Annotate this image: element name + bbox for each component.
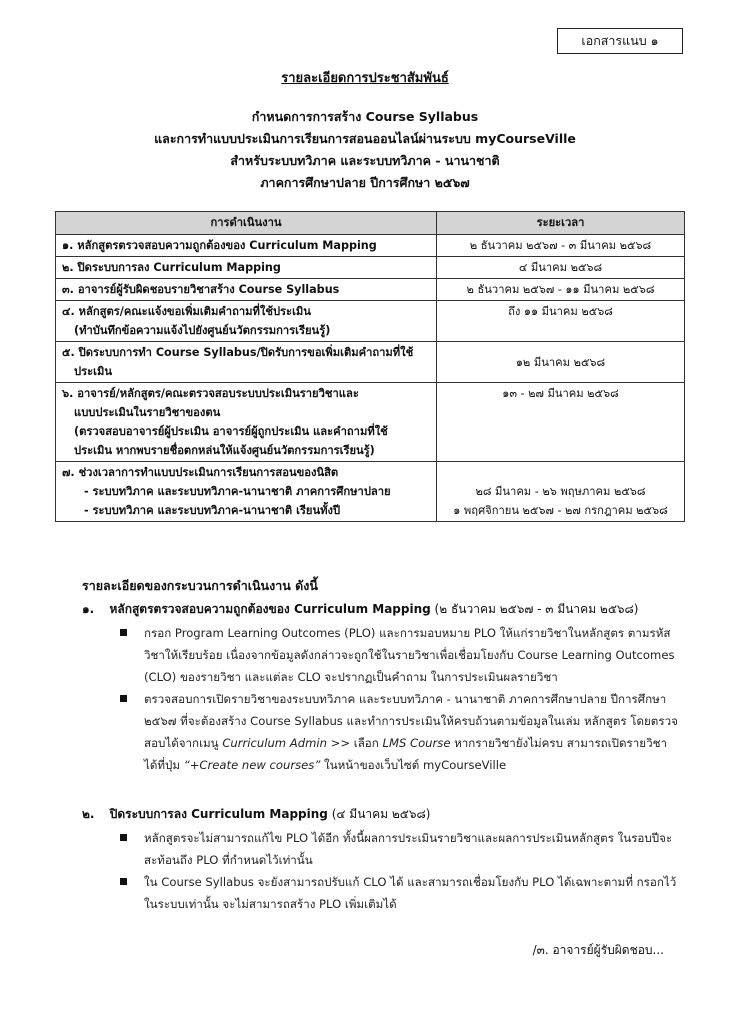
- period-cell: [437, 462, 685, 522]
- table-row: [56, 257, 685, 279]
- row-number: ๗.: [62, 466, 75, 479]
- period-cell: ๔ มีนาคม ๒๕๖๘: [437, 257, 685, 279]
- activity-cell: [56, 383, 437, 462]
- table-row: [56, 342, 685, 383]
- row-number: ๕.: [62, 346, 75, 359]
- period-cell: [437, 342, 685, 383]
- section-2-heading: [82, 805, 430, 824]
- activity-cell: [56, 257, 437, 279]
- row-number: ๖.: [62, 387, 74, 400]
- bullet-item: [118, 688, 678, 776]
- button-name: “+Create new courses”: [183, 758, 321, 772]
- activity-text: หลักสูตร/คณะแจ้งขอเพิ่มเติมคำถามที่ใช้ประเมิน: [78, 305, 311, 318]
- subtitle-line-1: กำหนดการการสร้าง Course Syllabus: [251, 109, 479, 124]
- sub-item-2: - ระบบทวิภาค และระบบทวิภาค-นานาชาติ เรียนทั้งปี: [84, 504, 341, 517]
- activity-note: (ตรวจสอบอาจารย์ผู้ประเมิน อาจารย์ผู้ถูกประเมิน และคำถามที่ใช้: [74, 425, 388, 438]
- subtitle-line-4: ภาคการศึกษาปลาย ปีการศึกษา ๒๕๖๗: [260, 175, 470, 190]
- activity-cell: [56, 235, 437, 257]
- header-period: ระยะเวลา: [437, 212, 685, 235]
- bullet-text: >> เลือก: [326, 736, 383, 750]
- bullet-item: กรอก Program Learning Outcomes (PLO) และการมอบหมาย PLO ให้แก่รายวิชาในหลักสูตร ตามรหัสวิชาให้เรียบร้อย เนื่องจากข้อมูลดังกล่าวจะถูกใช้ในรายวิชาเพื่อเชื่อมโยงกับ Course Learning Outcomes (CLO) ของรายวิชา และแต่ละ CLO จะปรากฏเป็นคำถาม ในการประเมินผลรายวิชา: [118, 622, 678, 688]
- document-title: รายละเอียดการประชาสัมพันธ์: [281, 71, 449, 86]
- period-cell: ๒ ธันวาคม ๒๕๖๗ - ๓ มีนาคม ๒๕๖๘: [437, 235, 685, 257]
- header-activity: การดำเนินงาน: [56, 212, 437, 235]
- period-text: ๑๒ มีนาคม ๒๕๖๘: [515, 356, 606, 369]
- sub-period-1: ๒๘ มีนาคม - ๒๖ พฤษภาคม ๒๕๖๘: [475, 485, 646, 498]
- section-1-bullets: [118, 622, 678, 776]
- section-name: หลักสูตรตรวจสอบความถูกต้องของ Curriculum Mapping: [109, 602, 431, 616]
- sub-item-1: - ระบบทวิภาค และระบบทวิภาค-นานาชาติ ภาคการศึกษาปลาย: [84, 485, 391, 498]
- table-row: [56, 279, 685, 301]
- row-number: ๑.: [62, 239, 74, 252]
- bullet-text: ตรวจสอบการเปิดรายวิชาของระบบทวิภาค และระบบทวิภาค - นานาชาติ ภาคการศึกษาปลาย ปีการศึกษา ๒๕๖๗ ที่จะต้องสร้าง Course Syllabus และทำการประเมินให้ครบถ้วนตามข้อมูลในเล่ม หลักสูตร โดยตรวจสอบได้จากเมนู: [144, 692, 678, 750]
- bullet-text: ในหน้าของเว็บไซต์ myCourseVille: [320, 758, 507, 772]
- period-cell: ถึง ๑๑ มีนาคม ๒๕๖๘: [437, 301, 685, 342]
- row-number: ๓.: [62, 283, 74, 296]
- details-title: รายละเอียดของกระบวนการดำเนินงาน ดังนี้: [82, 578, 318, 593]
- activity-cell: [56, 342, 437, 383]
- annex-label: เอกสารแนบ ๑: [557, 28, 683, 54]
- activity-text: หลักสูตรตรวจสอบความถูกต้องของ Curriculum Mapping: [77, 239, 377, 252]
- section-period: (๒ ธันวาคม ๒๕๖๗ - ๓ มีนาคม ๒๕๖๘): [434, 602, 639, 616]
- period-cell: ๒ ธันวาคม ๒๕๖๗ - ๑๑ มีนาคม ๒๕๖๘: [437, 279, 685, 301]
- activity-cell: [56, 279, 437, 301]
- activity-text-cont: แบบประเมินในรายวิชาของตน: [74, 406, 221, 419]
- table-row: [56, 383, 685, 462]
- table-row: [56, 301, 685, 342]
- bullet-item: ใน Course Syllabus จะยังสามารถปรับแก้ CLO ได้ และสามารถเชื่อมโยงกับ PLO ได้เฉพาะตามที่ กรอกไว้ในระบบเท่านั้น จะไม่สามารถสร้าง PLO เพิ่มเติมได้: [118, 871, 678, 915]
- activity-cell: [56, 462, 437, 522]
- bullet-item: หลักสูตรจะไม่สามารถแก้ไข PLO ได้อีก ทั้งนี้ผลการประเมินรายวิชาและผลการประเมินหลักสูตร ในรอบปีจะสะท้อนถึง PLO ที่กำหนดไว้เท่านั้น: [118, 827, 678, 871]
- table-row: [56, 462, 685, 522]
- menu-name: Curriculum Admin: [222, 736, 327, 750]
- sub-period-2: ๑ พฤศจิกายน ๒๕๖๗ - ๒๗ กรกฎาคม ๒๕๖๘: [453, 504, 668, 517]
- activity-cell: [56, 301, 437, 342]
- section-2-bullets: [118, 827, 678, 915]
- schedule-table: [55, 211, 685, 522]
- section-name: ปิดระบบการลง Curriculum Mapping: [109, 807, 328, 821]
- activity-text-cont: ประเมิน: [74, 365, 112, 378]
- activity-text: ปิดระบบการลง Curriculum Mapping: [77, 261, 281, 274]
- activity-text: อาจารย์/หลักสูตร/คณะตรวจสอบระบบประเมินรายวิชาและ: [77, 387, 359, 400]
- row-number: ๒.: [62, 261, 74, 274]
- row-number: ๔.: [62, 305, 75, 318]
- table-row: [56, 235, 685, 257]
- subtitle-line-2: และการทำแบบประเมินการเรียนการสอนออนไลน์ผ่านระบบ myCourseVille: [154, 131, 576, 146]
- period-text: ๑๓ - ๒๗ มีนาคม ๒๕๖๘: [502, 387, 619, 400]
- section-number: ๑.: [82, 602, 95, 616]
- activity-text: ปิดระบบการทำ Course Syllabus/ปิดรับการขอเพิ่มเติมคำถามที่ใช้: [78, 346, 414, 359]
- menu-name: LMS Course: [382, 736, 451, 750]
- activity-text: ช่วงเวลาการทำแบบประเมินการเรียนการสอนของนิสิต: [78, 466, 339, 479]
- table-header-row: [56, 212, 685, 235]
- activity-text: อาจารย์ผู้รับผิดชอบรายวิชาสร้าง Course Syllabus: [77, 283, 340, 296]
- section-1-heading: [82, 600, 638, 619]
- page-continuation: /๓. อาจารย์ผู้รับผิดชอบ...: [532, 943, 664, 957]
- section-number: ๒.: [82, 807, 95, 821]
- subtitle-line-3: สำหรับระบบทวิภาค และระบบทวิภาค - นานาชาติ: [230, 153, 500, 168]
- bullet-text: หากรายวิชายังไม่ครบ สามารถเปิดรายวิชาได้ที่ปุ่ม: [144, 736, 667, 772]
- activity-note: (ทำบันทึกข้อความแจ้งไปยังศูนย์นวัตกรรมการเรียนรู้): [74, 324, 331, 337]
- section-period: (๔ มีนาคม ๒๕๖๘): [331, 807, 431, 821]
- activity-note-cont: ประเมิน หากพบรายชื่อตกหล่นให้แจ้งศูนย์นวัตกรรมการเรียนรู้): [74, 444, 375, 457]
- period-cell: [437, 383, 685, 462]
